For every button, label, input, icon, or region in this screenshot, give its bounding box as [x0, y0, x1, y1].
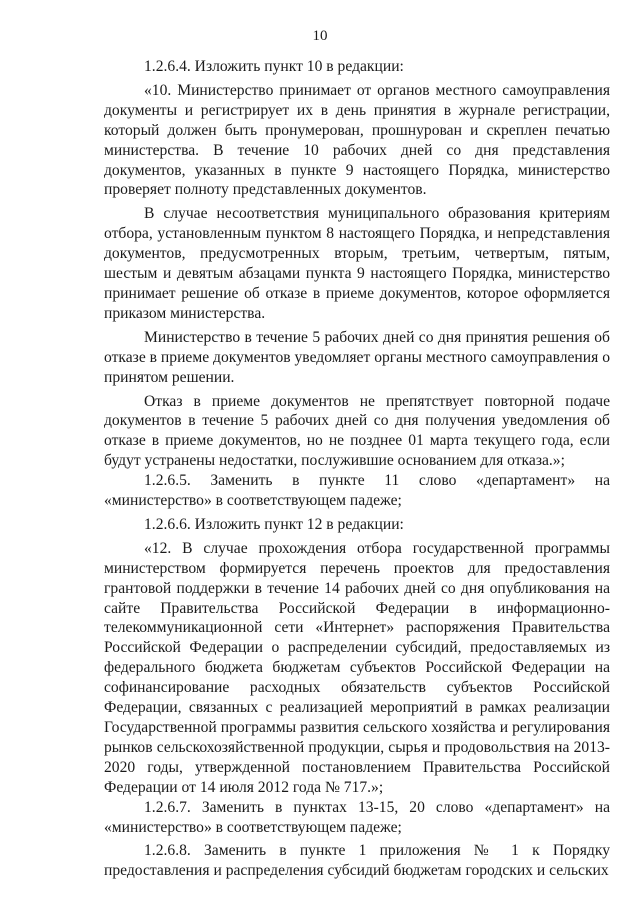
paragraph-point-10: «10. Министерство принимает от органов местного самоуправления документы и регистрирует их в день принятия в журнале регистрации, который должен быть пронумерован, прошнурован и скреплен печатью министерства. В течение 10 рабочих дней со дня представления документов, указанных в пункте 9 настоящего Порядка, министерство проверяет полноту представленных документов.	[104, 81, 610, 199]
paragraph-1-2-6-4: 1.2.6.4. Изложить пункт 10 в редакции:	[144, 58, 404, 75]
page-number: 10	[312, 28, 328, 44]
paragraph-point-10-refusal: В случае несоответствия муниципального образования критериям отбора, установленным пунктом 8 настоящего Порядка, и непредставления документов, предусмотренных вторым, третьим, четвертым, пятым, шестым и девятым абзацами пункта 9 настоящего Порядка, министерство принимает решение об отказе в приеме документов, которое оформляется приказом министерства.	[104, 205, 610, 322]
paragraph-point-10-resubmission: Отказ в приеме документов не препятствует повторной подаче документов в течение 5 рабочих дней со дня получения уведомления об отказе в приеме документов, но не позднее 01 марта текущего года, если будут устранены недостатки, послужившие основанием для отказа.»;	[104, 392, 610, 470]
paragraph-1-2-6-5: 1.2.6.5. Заменить в пункте 11 слово «департамент» на «министерство» в соответствующем падеже;	[104, 472, 610, 510]
document-body	[104, 57, 610, 881]
paragraph-point-10-notice: Министерство в течение 5 рабочих дней со дня принятия решения об отказе в приеме документов уведомляет органы местного самоуправления о принятом решении.	[104, 328, 610, 386]
paragraph-1-2-6-8: 1.2.6.8. Заменить в пункте 1 приложения № 1 к Порядку предоставления и распределения субсидий бюджетам городских и сельских	[104, 842, 610, 880]
paragraph-1-2-6-6: 1.2.6.6. Изложить пункт 12 в редакции:	[144, 515, 404, 533]
paragraph-1-2-6-7: 1.2.6.7. Заменить в пунктах 13-15, 20 слово «департамент» на «министерство» в соответствующем падеже;	[104, 798, 610, 836]
paragraph-point-12: «12. В случае прохождения отбора государственной программы министерством формируется перечень проектов для предоставления грантовой поддержки в течение 14 рабочих дней со дня опубликования на сайте Правительства Российской Федерации в информационно-телекоммуникационной сети «Интернет» распоряжения Правительства Российской Федерации о распределении субсидий, предоставляемых из федерального бюджета бюджетам субъектов Российской Федерации на софинансирование расходных обязательств субъектов Российской Федерации, связанных с реализацией мероприятий в рамках реализации Государственной программы развития сельского хозяйства и регулирования рынков сельскохозяйственной продукции, сырья и продовольствия на 2013-2020 годы, утвержденной постановлением Правительства Российской Федерации от 14 июля 2012 года № 717.»;	[104, 539, 610, 796]
